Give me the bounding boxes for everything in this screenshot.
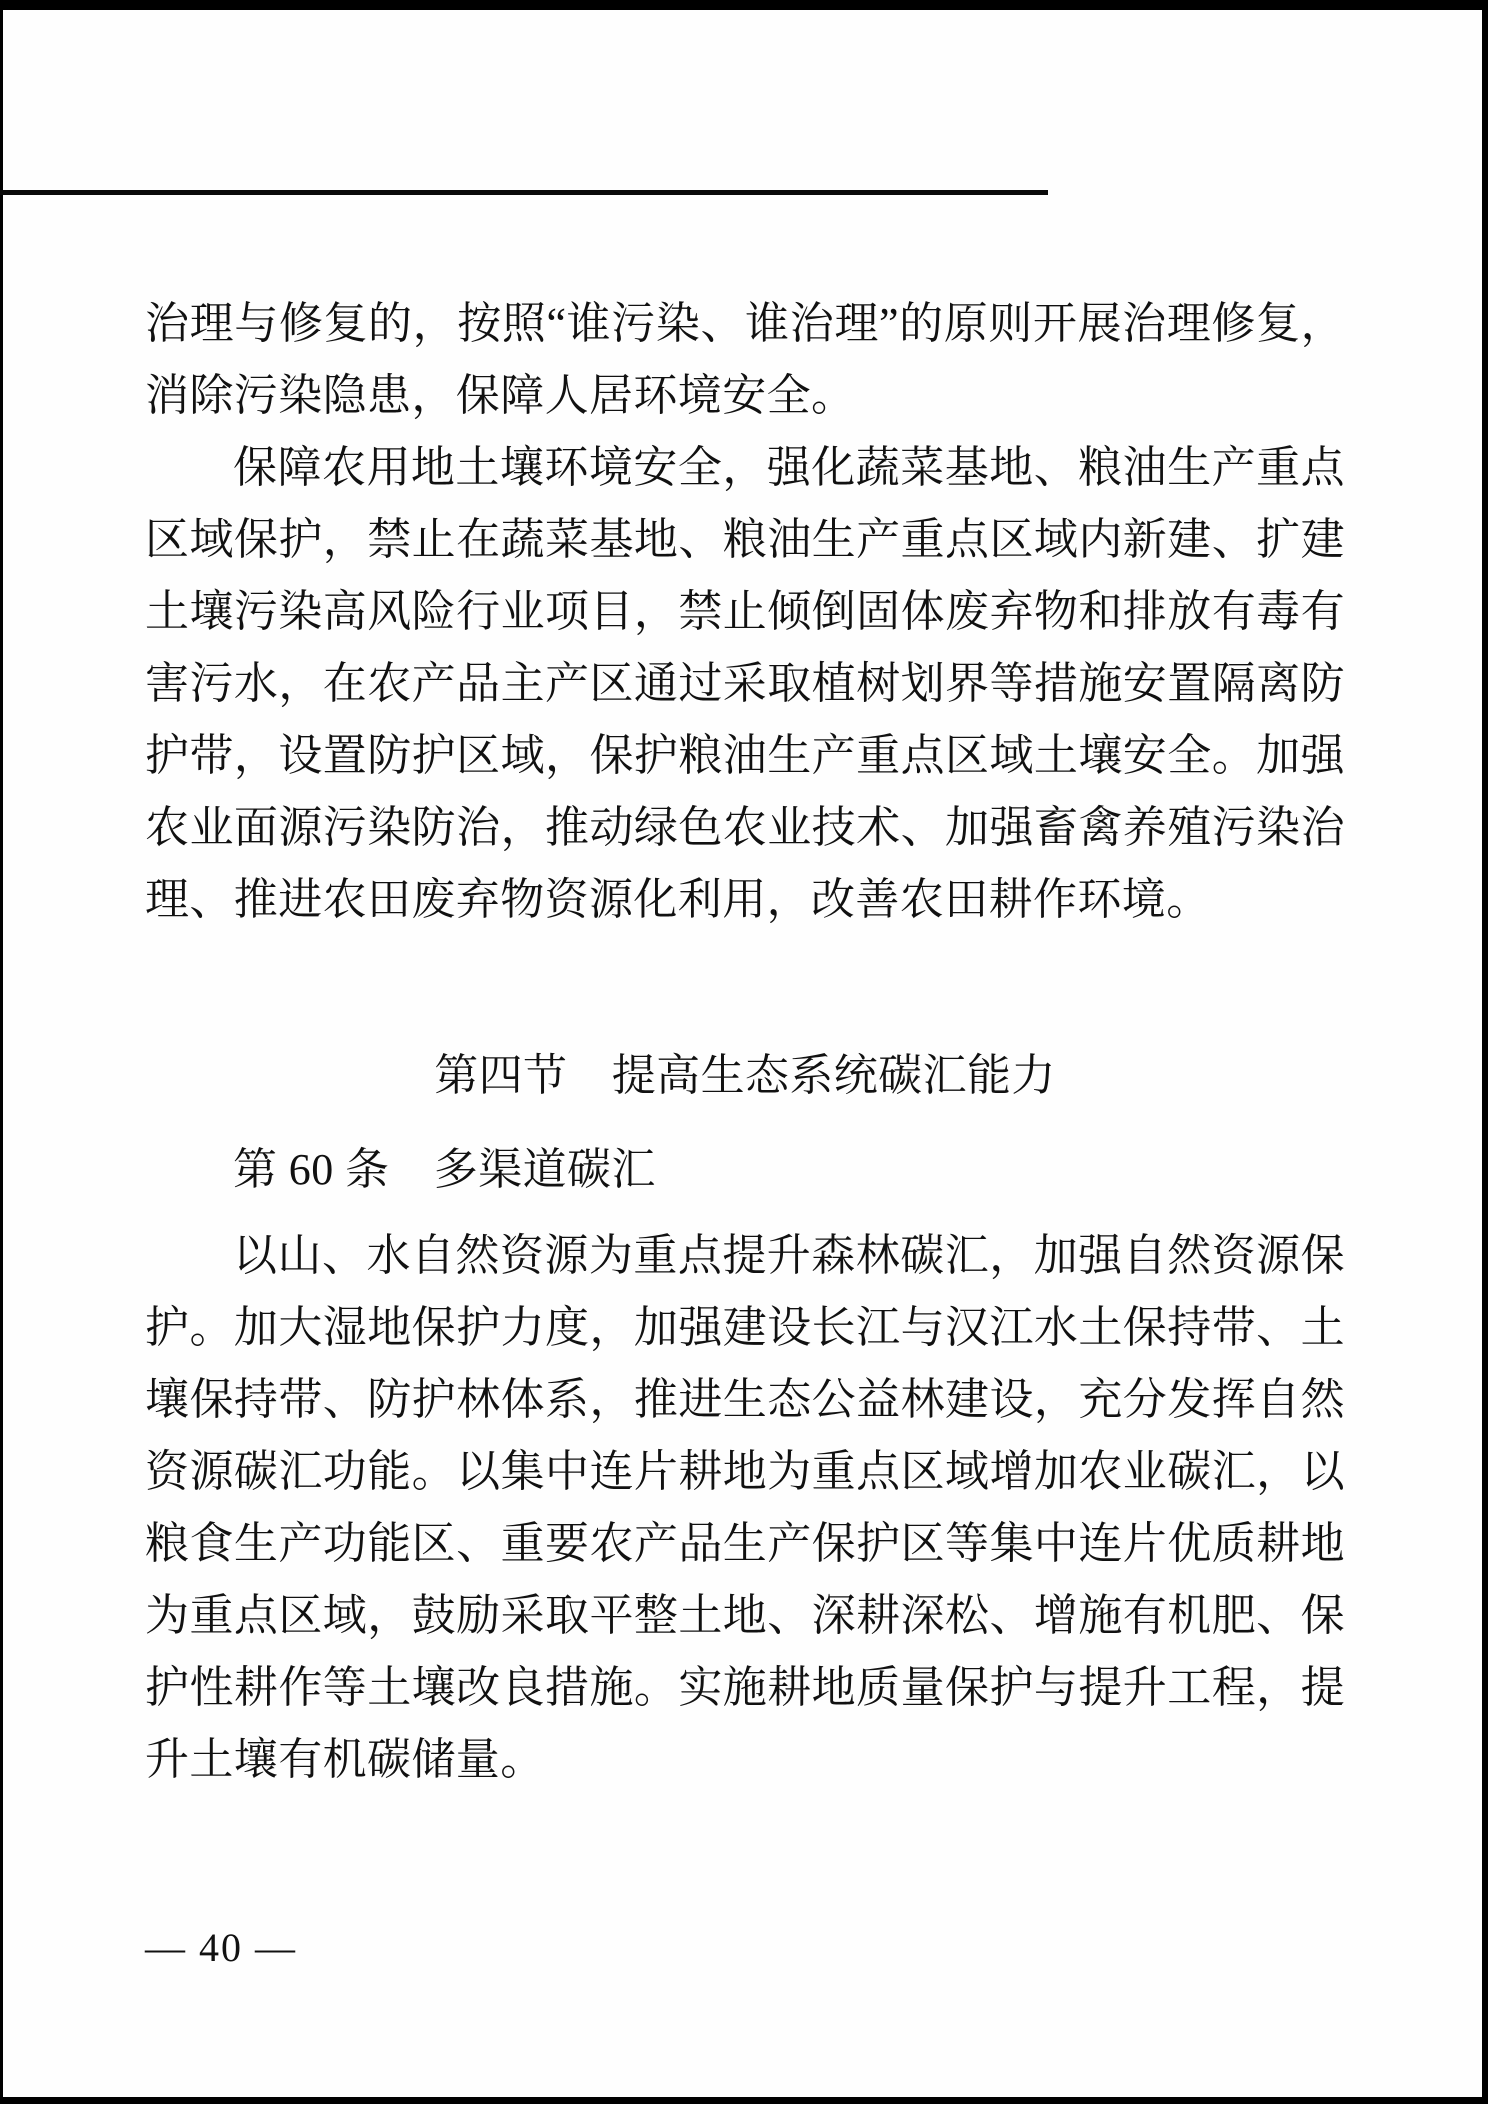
page-content (145, 288, 1345, 1796)
text-line: 农业面源污染防治，推动绿色农业技术、加强畜禽养殖污染治 (145, 803, 1345, 852)
text-line: 理、推进农田废弃物资源化利用，改善农田耕作环境。 (145, 875, 1211, 924)
paragraph-farmland-soil (145, 432, 1345, 936)
scan-edge-right (1482, 0, 1488, 2104)
text-line: 治理与修复的，按照“谁污染、谁治理”的原则开展治理修复， (145, 299, 1345, 348)
text-line: 区域保护，禁止在蔬菜基地、粮油生产重点区域内新建、扩建 (145, 515, 1345, 564)
scan-edge-left (0, 0, 3, 2104)
page-number: — 40 — (145, 1925, 297, 1970)
text-line: 害污水，在农产品主产区通过采取植树划界等措施安置隔离防 (145, 659, 1345, 708)
scan-edge-bottom (0, 2097, 1488, 2104)
text-line: 资源碳汇功能。以集中连片耕地为重点区域增加农业碳汇，以 (145, 1447, 1345, 1496)
text-line: 消除污染隐患，保障人居环境安全。 (145, 371, 856, 420)
paragraph-carbon-sink (145, 1220, 1345, 1796)
paragraph-continuation (145, 288, 1345, 432)
text-line: 为重点区域，鼓励采取平整土地、深耕深松、增施有机肥、保 (145, 1591, 1345, 1640)
scan-edge-top (0, 0, 1488, 10)
text-line: 护。加大湿地保护力度，加强建设长江与汉江水土保持带、土 (145, 1303, 1345, 1352)
text-line: 粮食生产功能区、重要农产品生产保护区等集中连片优质耕地 (145, 1519, 1345, 1568)
text-line: 土壤污染高风险行业项目，禁止倾倒固体废弃物和排放有毒有 (145, 587, 1345, 636)
text-line: 升土壤有机碳储量。 (145, 1735, 545, 1784)
text-line: 壤保持带、防护林体系，推进生态公益林建设，充分发挥自然 (145, 1375, 1345, 1424)
text-line: 保障农用地土壤环境安全，强化蔬菜基地、粮油生产重点 (233, 443, 1345, 492)
text-line: 护性耕作等土壤改良措施。实施耕地质量保护与提升工程，提 (145, 1663, 1345, 1712)
text-line: 护带，设置防护区域，保护粮油生产重点区域土壤安全。加强 (145, 731, 1345, 780)
section-heading: 第四节 提高生态系统碳汇能力 (434, 1051, 1056, 1100)
article-heading: 第 60 条 多渠道碳汇 (233, 1145, 656, 1194)
text-line: 以山、水自然资源为重点提升森林碳汇，加强自然资源保 (233, 1231, 1345, 1280)
scan-artifact-line (0, 190, 1048, 195)
